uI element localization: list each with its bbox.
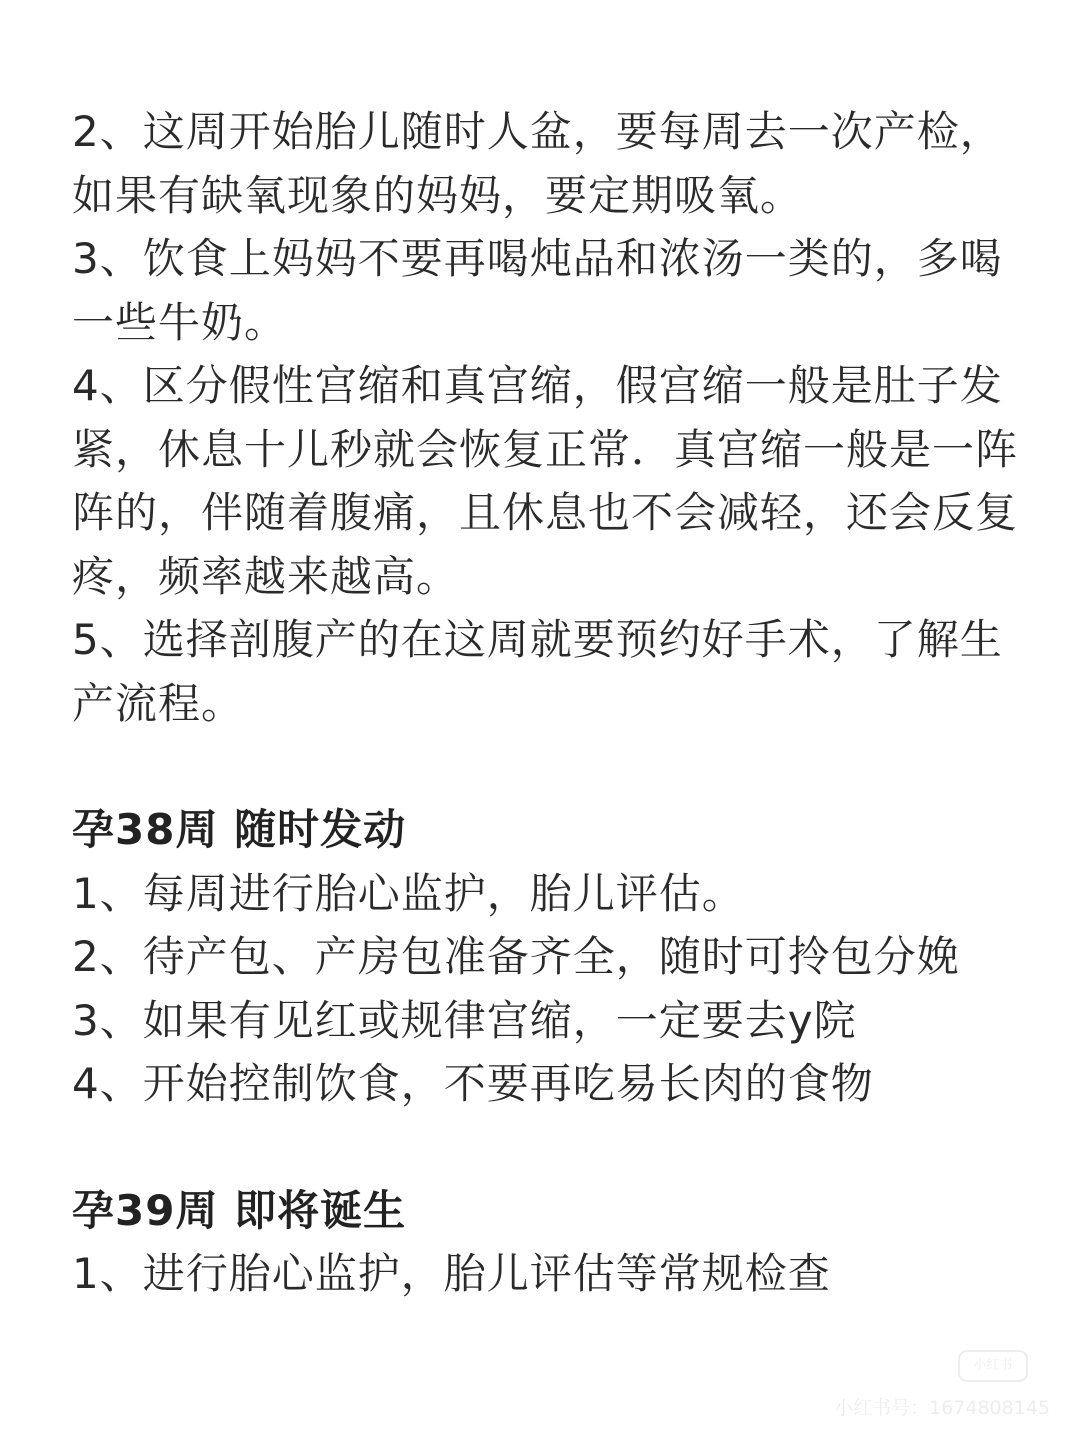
intro-item-5: 5、选择剖腹产的在这周就要预约好手术，了解生产流程。: [72, 615, 1003, 728]
week39-item-1: 1、进行胎心监护，胎儿评估等常规检查: [72, 1249, 831, 1298]
intro-item-2: 2、这周开始胎儿随时人盆，要每周去一次产检，如果有缺氧现象的妈妈，要定期吸氧。: [72, 107, 1003, 220]
intro-section: [72, 100, 1022, 735]
section-spacer: [72, 1116, 1022, 1179]
intro-item-3: 3、饮食上妈妈不要再喝炖品和浓汤一类的，多喝一些牛奶。: [72, 234, 1003, 347]
week39-section: [72, 1179, 1022, 1306]
watermark-logo: 小红书: [958, 1350, 1028, 1382]
week38-item-3: 3、如果有见红或规律宫缩，一定要去y院: [72, 995, 857, 1045]
section-spacer: [72, 735, 1022, 798]
week39-heading: 孕39周 即将诞生: [72, 1185, 407, 1235]
document-body: [72, 100, 1022, 1306]
watermark-id: 小红书号：1674808145: [834, 1397, 1050, 1419]
week38-item-4: 4、开始控制饮食，不要再吃易长肉的食物: [72, 1059, 874, 1108]
week38-item-1: 1、每周进行胎心监护，胎儿评估。: [72, 868, 745, 918]
watermark: [820, 1350, 1050, 1420]
intro-item-4: 4、区分假性宫缩和真宫缩，假宫缩一般是肚子发紧，休息十儿秒就会恢复正常．真宫缩一般是一阵阵的，伴随着腹痛，且休息也不会减轻，还会反复疼，频率越来越高。: [72, 361, 1019, 601]
week38-section: [72, 798, 1022, 1116]
week38-item-2: 2、待产包、产房包准备齐全，随时可拎包分娩: [72, 932, 960, 981]
week38-heading: 孕38周 随时发动: [72, 805, 407, 854]
